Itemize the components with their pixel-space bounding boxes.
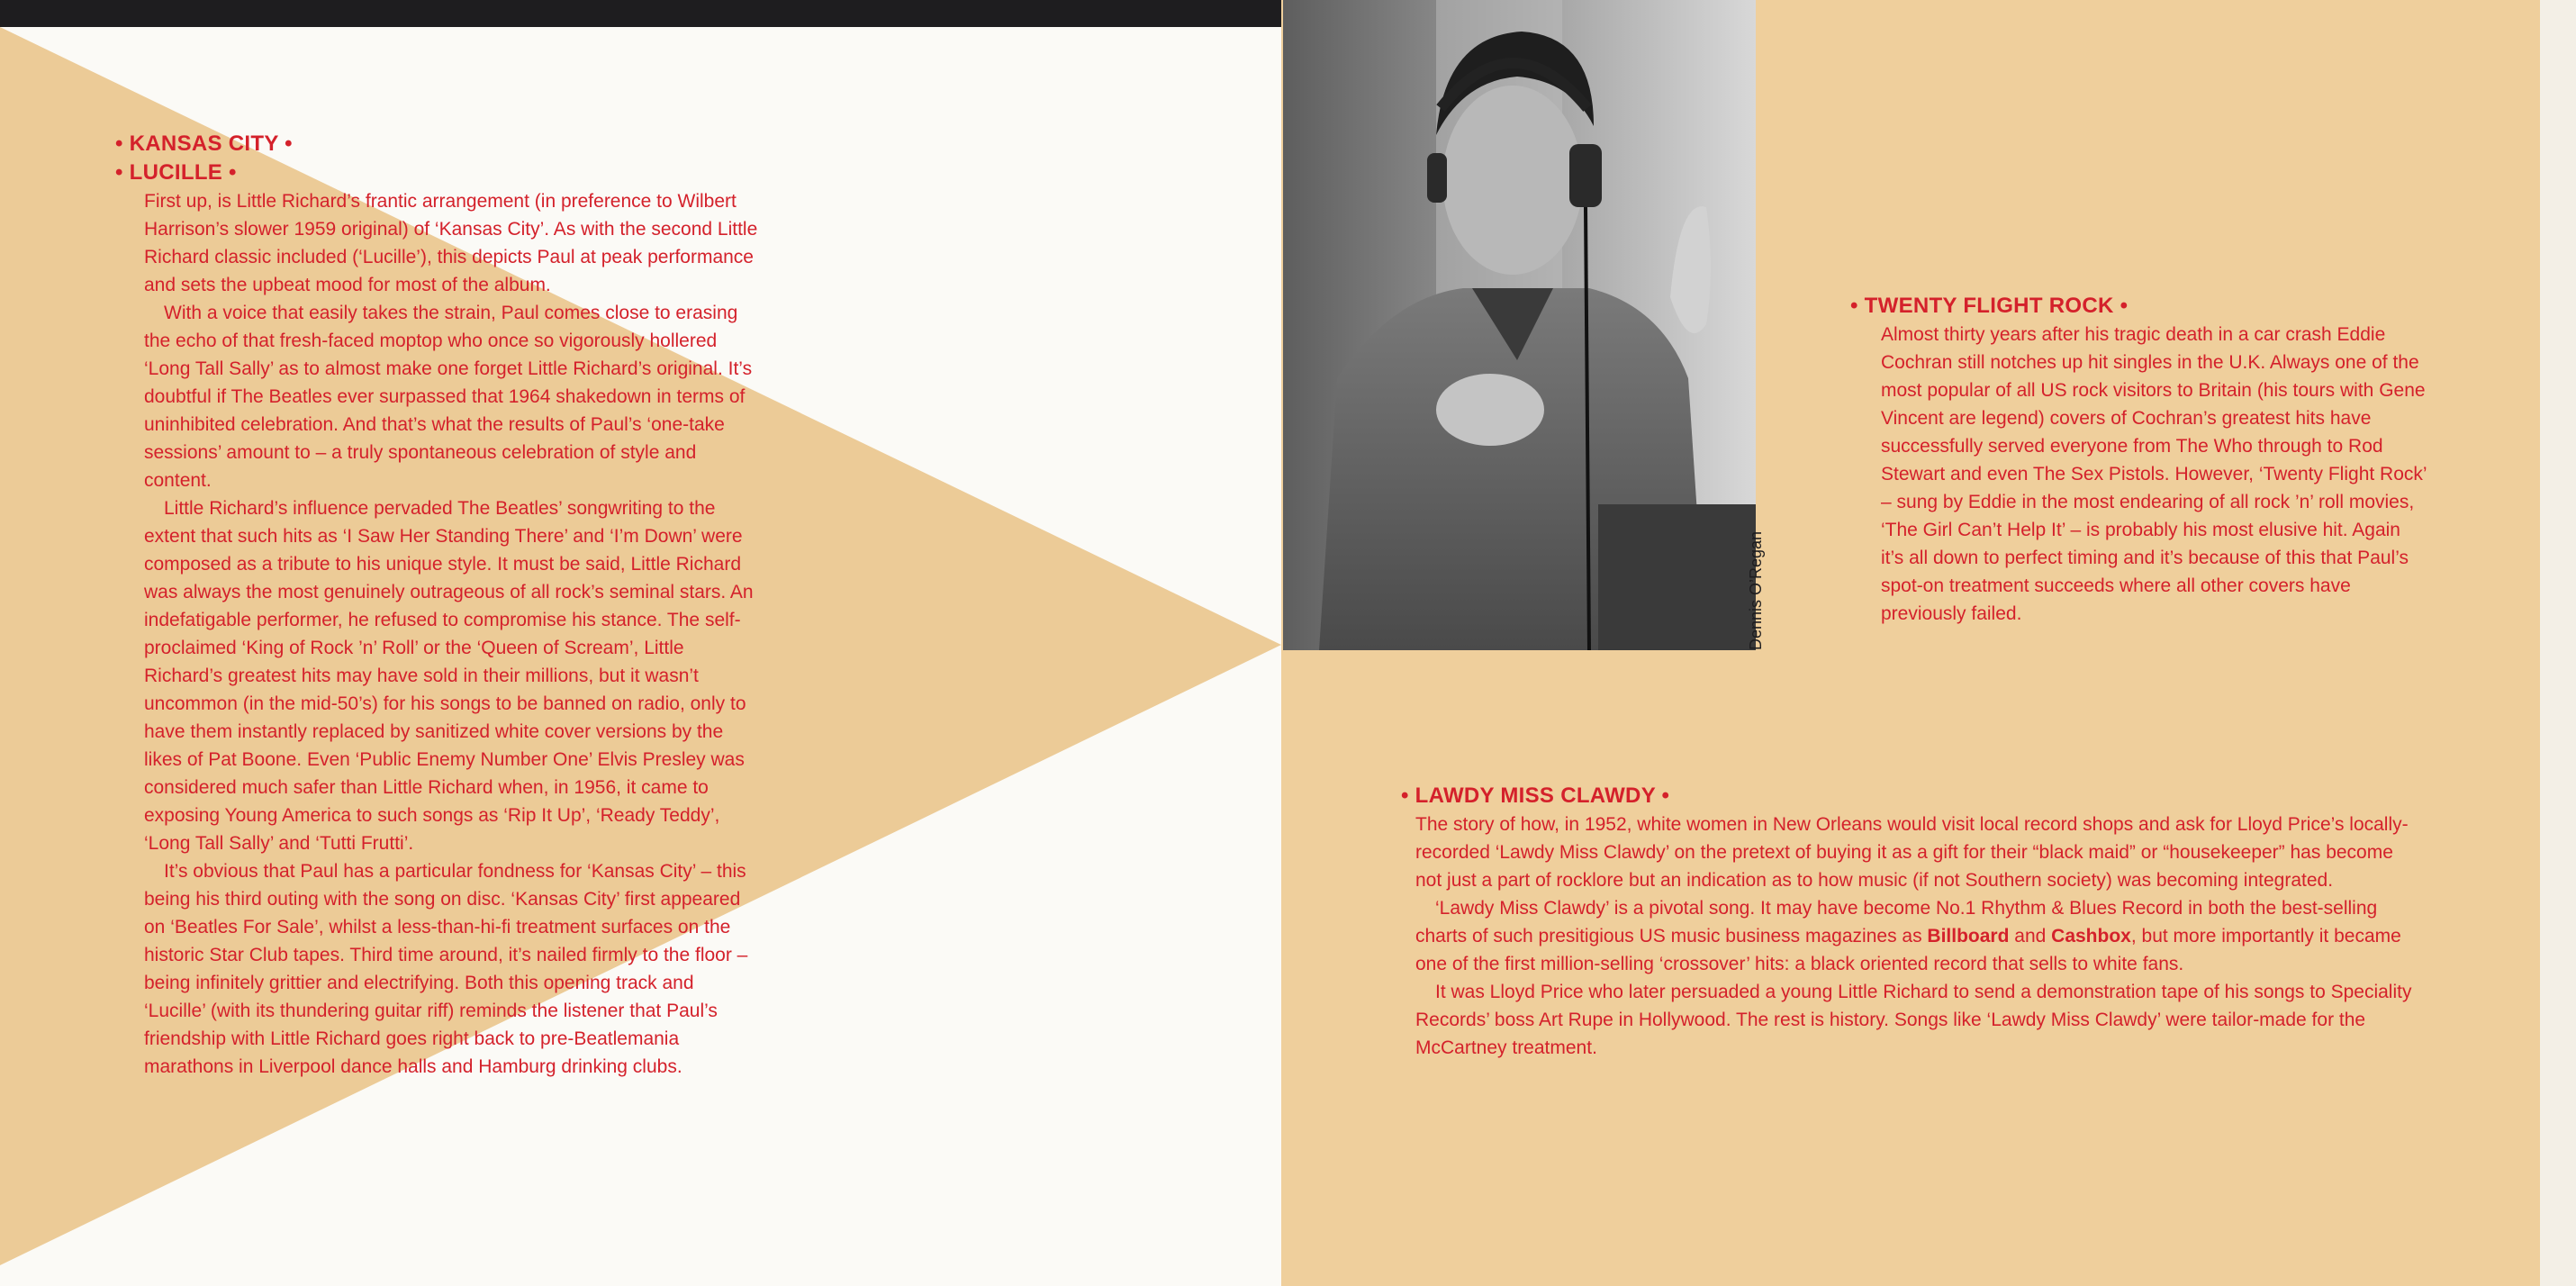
page-edge: [2540, 0, 2576, 1286]
lawdy-miss-clawdy-body: [1401, 811, 2418, 1062]
paragraph: It was Lloyd Price who later persuaded a young Little Richard to send a demonstration tape of his songs to Speciality Records’ boss Art Rupe in Hollywood. The rest is history. Songs like ‘Lawdy Miss Clawdy’ were tailor-made for the McCartney treatment.: [1415, 982, 2412, 1058]
kansas-city-body: [115, 187, 759, 1081]
photo-credit: Dennis O’Regan: [1747, 530, 1765, 650]
paragraph: The story of how, in 1952, white women in New Orleans would visit local record shops and ask for Lloyd Price’s locally-recorded ‘Lawdy Miss Clawdy’ on the pretext of buying it as a gift for their “black maid” or “housekeeper” has become not just a part of rocklore but an indication as to how music (if not Southern society) was becoming integrated.: [1415, 814, 2409, 891]
paragraph: First up, is Little Richard’s frantic arrangement (in preference to Wilbert Harrison’s slower 1959 original) of ‘Kansas City’. As with the second Little Richard classic included (‘Lucille’), this depicts Paul at peak performance and sets the upbeat mood for most of the album.: [144, 191, 758, 295]
photo-illustration: [1283, 0, 1756, 650]
photo-paul-with-headphones: [1283, 0, 1756, 650]
paragraph: ‘Lawdy Miss Clawdy’ is a pivotal song. It may have become No.1 Rhythm & Blues Record in both the best-selling charts of such presitigious US music business magazines as Billboard and Cashbox, but more importantly it became one of the first million-selling ‘crossover’ hits: a black oriented record that sells to white fans.: [1415, 898, 2401, 974]
paragraph: With a voice that easily takes the strain, Paul comes close to erasing the echo of that fresh-faced moptop who once so vigorously hollered ‘Long Tall Sally’ as to almost make one forget Little Richard’s original. It’s doubtful if The Beatles ever surpassed that 1964 shakedown in terms of uninhibited celebration. And that’s what the results of Paul’s ‘one-take sessions’ amount to – a truly spontaneous celebration of style and content.: [144, 303, 753, 491]
paragraph: Little Richard’s influence pervaded The Beatles’ songwriting to the extent that such hits as ‘I Saw Her Standing There’ and ‘I’m Down’ were composed as a tribute to his unique style. It must be said, Little Richard was always the most genuinely outrageous of all rock’s seminal stars. An indefatigable performer, he refused to compromise his stance. The self-proclaimed ‘King of Rock ’n’ Roll’ or the ‘Queen of Scream’, Little Richard’s greatest hits may have sold in their millions, but it wasn’t uncommon (in the mid-50’s) for his songs to be banned on radio, only to have them instantly replaced by sanitized white cover versions by the likes of Pat Boone. Even ‘Public Enemy Number One’ Elvis Presley was considered much safer than Little Richard when, in 1956, it came to exposing Young America to such songs as ‘Rip It Up’, ‘Ready Teddy’, ‘Long Tall Sally’ and ‘Tutti Frutti’.: [144, 498, 754, 854]
kansas-city-lucille-section: [115, 130, 759, 1081]
magazine-cashbox: Cashbox: [2051, 926, 2131, 946]
paragraph: Almost thirty years after his tragic death in a car crash Eddie Cochran still notches up hit singles in the U.K. Always one of the most popular of all US rock visitors to Britain (his tours with Gene Vincent are legend) covers of Cochran’s greatest hits have successfully served everyone from The Who through to Rod Stewart and even The Sex Pistols. However, ‘Twenty Flight Rock’ – sung by Eddie in the most endearing of all rock ’n’ roll movies, ‘The Girl Can’t Help It’ – is probably his most elusive hit. Again it’s all down to perfect timing and it’s because of this that Paul’s spot-on treatment succeeds where all other covers have previously failed.: [1881, 324, 2427, 624]
heading-lawdy-miss-clawdy: • LAWDY MISS CLAWDY •: [1401, 783, 1670, 808]
heading-twenty-flight-rock: • TWENTY FLIGHT ROCK •: [1850, 294, 2129, 318]
paragraph: It’s obvious that Paul has a particular fondness for ‘Kansas City’ – this being his third outing with the song on disc. ‘Kansas City’ first appeared on ‘Beatles For Sale’, whilst a less-than-hi-fi treatment surfaces on the historic Star Club tapes. Third time around, it’s nailed firmly to the floor – being infinitely grittier and electrifying. Both this opening track and ‘Lucille’ (with its thundering guitar riff) reminds the listener that Paul’s friendship with Little Richard goes right back to pre-Beatlemania marathons in Liverpool dance halls and Hamburg drinking clubs.: [144, 861, 748, 1077]
twenty-flight-rock-body: [1850, 321, 2427, 628]
lawdy-miss-clawdy-section: [1401, 782, 2418, 1062]
heading-kansas-city: • KANSAS CITY •: [115, 131, 293, 156]
heading-lucille: • LUCILLE •: [115, 160, 237, 185]
twenty-flight-rock-section: [1850, 292, 2427, 628]
magazine-billboard: Billboard: [1927, 926, 2010, 946]
